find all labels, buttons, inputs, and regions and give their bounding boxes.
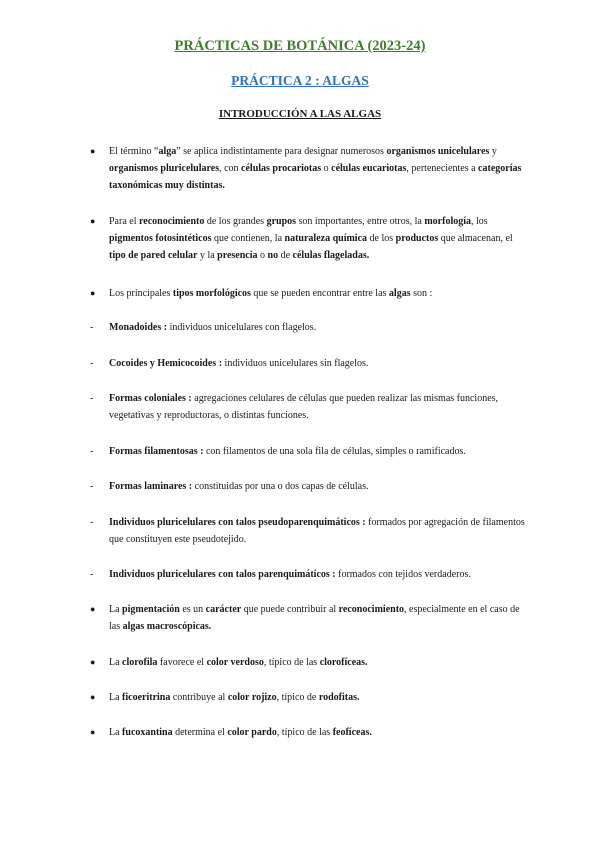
text-run: ” se aplica indistintamente para designar numerosos <box>176 146 387 157</box>
bold-term: clorofíceas. <box>319 657 368 668</box>
text-run: con filamentos de una sola fila de células, simples o ramificados. <box>203 446 466 457</box>
bold-term: Monadoides : <box>109 322 168 333</box>
text-run: contribuye al <box>170 692 228 703</box>
text-run: Los principales <box>109 288 173 299</box>
bold-term: tipo de pared celular <box>109 250 198 261</box>
text-run: que puede contribuir al <box>241 604 339 615</box>
text-run: , los <box>471 216 488 227</box>
dash-marker: - <box>90 393 94 404</box>
bold-term: algas macroscópicas. <box>122 621 212 632</box>
bold-term: Individuos pluricelulares con talos pseudoparenquimáticos : <box>109 517 366 528</box>
text-run: Para el <box>109 216 139 227</box>
text-run: favorece el <box>157 657 207 668</box>
text-run: , típico de las <box>276 727 333 738</box>
text-run: La <box>109 657 123 668</box>
text-run: individuos unicelulares sin flagelos. <box>222 358 369 369</box>
bold-term: productos <box>395 233 439 244</box>
bold-term: presencia <box>217 250 258 261</box>
bold-term: Cocoides y Hemicocoides : <box>109 358 223 369</box>
item-text <box>109 514 529 548</box>
bold-term: organismos unicelulares <box>386 146 490 157</box>
bold-term: categorías taxonómicas muy distintas. <box>109 163 522 191</box>
dash-marker: - <box>90 358 94 369</box>
text-run: La <box>109 604 123 615</box>
text-run: El término “ <box>109 146 159 157</box>
text-run: son importantes, entre otros, la <box>296 216 425 227</box>
item-text <box>109 390 529 424</box>
bold-term: color pardo <box>227 727 277 738</box>
bold-term: feofíceas. <box>332 727 372 738</box>
text-run: son : <box>410 288 433 299</box>
text-run: La <box>109 692 123 703</box>
bullet-marker: ● <box>90 216 96 226</box>
bullet-marker: ● <box>90 146 96 156</box>
text-run: , típico de <box>276 692 319 703</box>
bold-term: Formas coloniales : <box>109 393 192 404</box>
bold-term: rodofitas. <box>318 692 360 703</box>
text-run: , con <box>219 163 242 174</box>
item-text <box>109 213 529 264</box>
text-run: y <box>489 146 497 157</box>
dash-marker: - <box>90 569 94 580</box>
bold-term: reconocimiento <box>139 216 205 227</box>
bold-term: pigmentos fotosintéticos <box>109 233 212 244</box>
bullet-marker: ● <box>90 727 96 737</box>
text-run: y la <box>197 250 218 261</box>
text-run: de los grandes <box>204 216 267 227</box>
dash-marker: - <box>90 322 94 333</box>
text-run: , pertenecientes a <box>406 163 479 174</box>
dash-marker: - <box>90 481 94 492</box>
bold-term: color rojizo <box>227 692 277 703</box>
bold-term: pigmentación <box>122 604 180 615</box>
bold-term: naturaleza química <box>284 233 368 244</box>
item-text <box>109 724 529 741</box>
section-heading: INTRODUCCIÓN A LAS ALGAS <box>218 108 382 120</box>
item-text <box>109 601 529 635</box>
text-run: que almacenan, el <box>438 233 513 244</box>
bold-term: grupos <box>266 216 297 227</box>
bold-term: color verdoso <box>206 657 264 668</box>
bold-term: algas <box>388 288 411 299</box>
bullet-marker: ● <box>90 692 96 702</box>
text-run: formados con tejidos verdaderos. <box>335 569 471 580</box>
bullet-marker: ● <box>90 604 96 614</box>
text-run: que contienen, la <box>211 233 285 244</box>
page-title: PRÁCTICAS DE BOTÁNICA (2023-24) <box>174 38 426 54</box>
text-run: de <box>278 250 293 261</box>
text-run: , especialmente en el caso de las <box>109 604 520 632</box>
item-text <box>109 654 529 671</box>
item-text <box>109 443 529 460</box>
item-text <box>109 285 529 302</box>
item-text <box>109 478 529 495</box>
bold-term: Individuos pluricelulares con talos parenquimáticos : <box>109 569 336 580</box>
bold-term: clorofila <box>122 657 158 668</box>
bold-term: tipos morfológicos <box>172 288 251 299</box>
text-run: agregaciones celulares de células que pueden realizar las mismas funciones, vegetativas y reproductoras, o distintas funciones. <box>109 393 499 421</box>
item-text <box>109 689 529 706</box>
text-run: que se pueden encontrar entre las <box>250 288 389 299</box>
text-run: es un <box>179 604 206 615</box>
practice-subtitle: PRÁCTICA 2 : ALGAS <box>231 73 369 88</box>
bold-term: carácter <box>205 604 242 615</box>
bold-term: células eucariotas <box>331 163 407 174</box>
bold-term: Formas laminares : <box>109 481 193 492</box>
bold-term: no <box>267 250 279 261</box>
text-run: , típico de las <box>263 657 320 668</box>
text-run: formados por agregación de filamentos que constituyen este pseudotejido. <box>109 517 525 545</box>
item-text <box>109 319 529 336</box>
bold-term: morfología <box>424 216 471 227</box>
text-run: o <box>321 163 332 174</box>
dash-marker: - <box>90 517 94 528</box>
bold-term: Formas filamentosas : <box>109 446 204 457</box>
bold-term: alga <box>158 146 177 157</box>
text-run: de los <box>367 233 396 244</box>
text-run: La <box>109 727 123 738</box>
text-run: constituidas por una o dos capas de células. <box>192 481 369 492</box>
item-text <box>109 566 529 583</box>
bold-term: células flageladas. <box>292 250 370 261</box>
dash-marker: - <box>90 446 94 457</box>
text-run: determina el <box>172 727 228 738</box>
bold-term: ficoeritrina <box>122 692 171 703</box>
bold-term: organismos pluricelulares <box>109 163 220 174</box>
text-run: o <box>257 250 268 261</box>
bullet-marker: ● <box>90 657 96 667</box>
bold-term: fucoxantina <box>122 727 173 738</box>
item-text <box>109 355 529 372</box>
bold-term: células procariotas <box>241 163 322 174</box>
item-text <box>109 143 529 194</box>
text-run: individuos unicelulares con flagelos. <box>167 322 317 333</box>
bold-term: reconocimiento <box>338 604 405 615</box>
bullet-marker: ● <box>90 288 96 298</box>
